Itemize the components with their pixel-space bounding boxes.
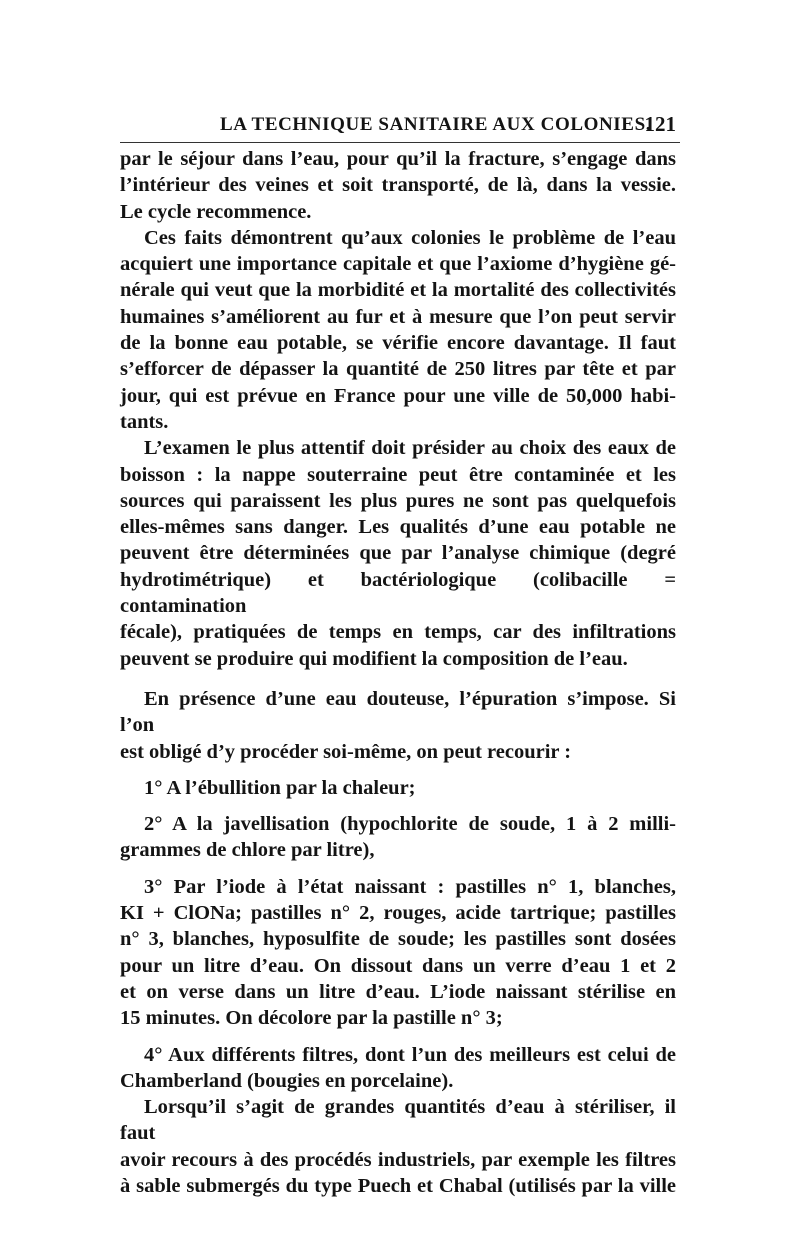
text-line: hydrotimétrique) et bactériologique (colibacille = contamination [120,568,676,618]
text-line: tants. [120,410,169,433]
text-line: fécale), pratiquées de temps en temps, car des infiltrations [120,621,676,644]
text-line: est obligé d’y procéder soi-même, on peut recourir : [120,740,572,763]
text-line: humaines s’améliorent au fur et à mesure que l’on peut servir [120,305,676,328]
text-line: Lorsqu’il s’agit de grandes quantités d’eau à stériliser, il faut [120,1096,676,1145]
text-line: par le séjour dans l’eau, pour qu’il la fracture, s’engage dans [120,148,676,170]
text-line: elles-mêmes sans danger. Les qualités d’une eau potable ne [120,516,676,539]
text-line: grammes de chlore par litre), [120,839,375,862]
text-line: Ces faits démontrent qu’aux colonies le problème de l’eau [144,226,676,249]
text-line: nérale qui veut que la morbidité et la mortalité des collectivités [120,279,676,302]
text-line: peuvent se produire qui modifient la composition de l’eau. [120,647,628,670]
text-line: l’intérieur des veines et soit transporté, de là, dans la vessie. [120,174,676,197]
text-line: 15 minutes. On décolore par la pastille n° 3; [120,1007,503,1030]
list-item: 3° Par l’iode à l’état naissant : pastilles n° 1, blanches, [144,875,676,898]
body-text [120,146,676,1199]
list-item: 4° Aux différents filtres, dont l’un des meilleurs est celui de [144,1043,676,1066]
running-head [120,112,680,143]
text-line: sources qui paraissent les plus pures ne sont pas quelquefois [120,489,676,512]
page-number: 121 [644,112,676,136]
text-line: avoir recours à des procédés industriels, par exemple les filtres [120,1148,676,1171]
text-line: s’efforcer de dépasser la quantité de 250 litres par tête et par [120,358,676,381]
text-line: Le cycle recommence. [120,200,312,223]
text-line: peuvent être déterminées que par l’analyse chimique (degré [120,542,676,565]
text-line: de la bonne eau potable, se vérifie encore davantage. Il faut [120,332,676,355]
list-item: 1° A l’ébullition par la chaleur; [144,776,416,799]
text-line: boisson : la nappe souterraine peut être contaminée et les [120,463,676,486]
text-line: Chamberland (bougies en porcelaine). [120,1069,454,1092]
text-line: n° 3, blanches, hyposulfite de soude; les pastilles sont dosées [120,928,676,951]
list-item: 2° A la javellisation (hypochlorite de soude, 1 à 2 milli- [144,813,676,836]
text-line: jour, qui est prévue en France pour une ville de 50,000 habi- [120,384,676,407]
text-line: En présence d’une eau douteuse, l’épuration s’impose. Si l’on [120,687,676,737]
text-line: L’examen le plus attentif doit présider au choix des eaux de [144,437,676,460]
text-line: acquiert une importance capitale et que l’axiome d’hygiène gé- [120,253,676,276]
text-line: à sable submergés du type Puech et Chabal (utilisés par la ville [120,1174,676,1197]
text-line: et on verse dans un litre d’eau. L’iode naissant stérilise en [120,980,676,1003]
text-line: KI + ClONa; pastilles n° 2, rouges, acide tartrique; pastilles [120,902,676,925]
text-line: pour un litre d’eau. On dissout dans un verre d’eau 1 et 2 [120,954,676,977]
running-title: LA TECHNIQUE SANITAIRE AUX COLONIES. [220,114,652,135]
